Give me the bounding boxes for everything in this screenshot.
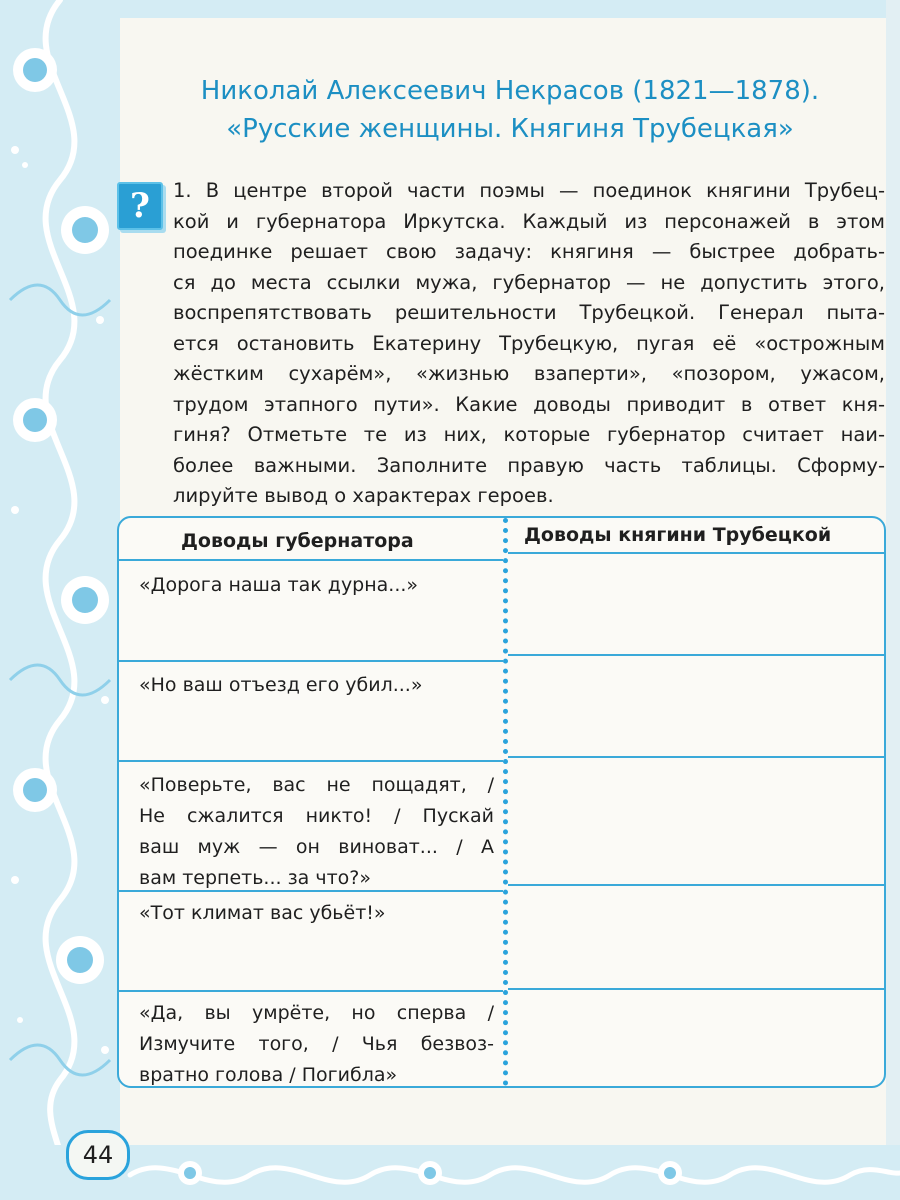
table-row (139, 998, 494, 1091)
governor-argument: «Тот климат вас убьёт!» (139, 902, 386, 924)
princess-answer-cell[interactable] (511, 888, 880, 986)
row-divider (508, 884, 884, 886)
governor-argument: Не сжалится никто! / Пускай (139, 805, 494, 827)
row-divider (119, 990, 503, 992)
page-title (130, 72, 890, 148)
title-line-2: «Русские женщины. Княгиня Трубецкая» (226, 114, 794, 144)
row-divider (508, 552, 884, 554)
right-page-edge (886, 0, 900, 1200)
governor-argument: «Но ваш отъезд его убил...» (139, 674, 423, 696)
princess-answer-cell[interactable] (511, 556, 880, 652)
title-line-1: Николай Алексеевич Некрасов (1821—1878). (200, 76, 820, 106)
table-row (139, 770, 494, 894)
princess-answer-cell[interactable] (511, 992, 880, 1084)
question-line: более важными. Заполните правую часть таблицы. Сформу- (173, 453, 885, 477)
question-line: 1. В центре второй части поэмы — поединок княгини Трубец- (173, 179, 885, 202)
floral-border-icon (0, 1145, 900, 1200)
row-divider (508, 654, 884, 656)
question-line: трудом этапного пути». Какие доводы приводит в ответ кня- (173, 392, 885, 416)
row-divider (508, 756, 884, 758)
governor-argument: «Да, вы умрёте, но сперва / (139, 1002, 494, 1024)
governor-argument: вам терпеть... за что?» (139, 867, 371, 889)
question-mark-icon: ? (117, 182, 163, 230)
question-line: воспрепятствовать решительности Трубецкой. Генерал пыта- (173, 301, 885, 324)
table-row (139, 570, 494, 601)
question-line: жёстким сухарём», «жизнью взаперти», «позором, ужасом, (173, 362, 885, 385)
question-line: лируйте вывод о характерах героев. (173, 484, 554, 507)
floral-pattern-icon (0, 0, 120, 1200)
table-row (139, 898, 494, 929)
bottom-floral-ornament (0, 1145, 900, 1200)
left-floral-ornament (0, 0, 120, 1200)
header-princess: Доводы княгини Трубецкой (524, 524, 832, 546)
row-divider (119, 760, 503, 762)
arguments-table (117, 516, 886, 1088)
question-line: гиня? Отметьте те из них, которые губернатор считает наи- (173, 423, 885, 446)
row-divider (119, 559, 503, 561)
question-text (173, 176, 885, 512)
governor-argument: «Дорога наша так дурна...» (139, 574, 419, 596)
governor-argument: Измучите того, / Чья безвоз- (139, 1033, 494, 1055)
column-divider (503, 518, 508, 1086)
row-divider (508, 988, 884, 990)
princess-answer-cell[interactable] (511, 760, 880, 882)
governor-argument: ваш муж — он виноват... / А (139, 836, 494, 858)
governor-argument: вратно голова / Погибла» (139, 1064, 398, 1086)
header-governor: Доводы губернатора (181, 530, 414, 552)
question-line: ся до места ссылки мужа, губернатор — не допустить этого, (173, 270, 885, 294)
page-number: 44 (66, 1130, 130, 1180)
question-line: поединке решает свою задачу: княгиня — быстрее добрать- (173, 240, 885, 263)
question-line: ется остановить Екатерину Трубецкую, пугая её «острожным (173, 331, 885, 355)
table-row (139, 670, 494, 701)
governor-argument: «Поверьте, вас не пощадят, / (139, 774, 494, 796)
princess-answer-cell[interactable] (511, 658, 880, 754)
top-ornament-border (0, 0, 900, 18)
question-line: кой и губернатора Иркутска. Каждый из персонажей в этом (173, 209, 885, 233)
row-divider (119, 660, 503, 662)
